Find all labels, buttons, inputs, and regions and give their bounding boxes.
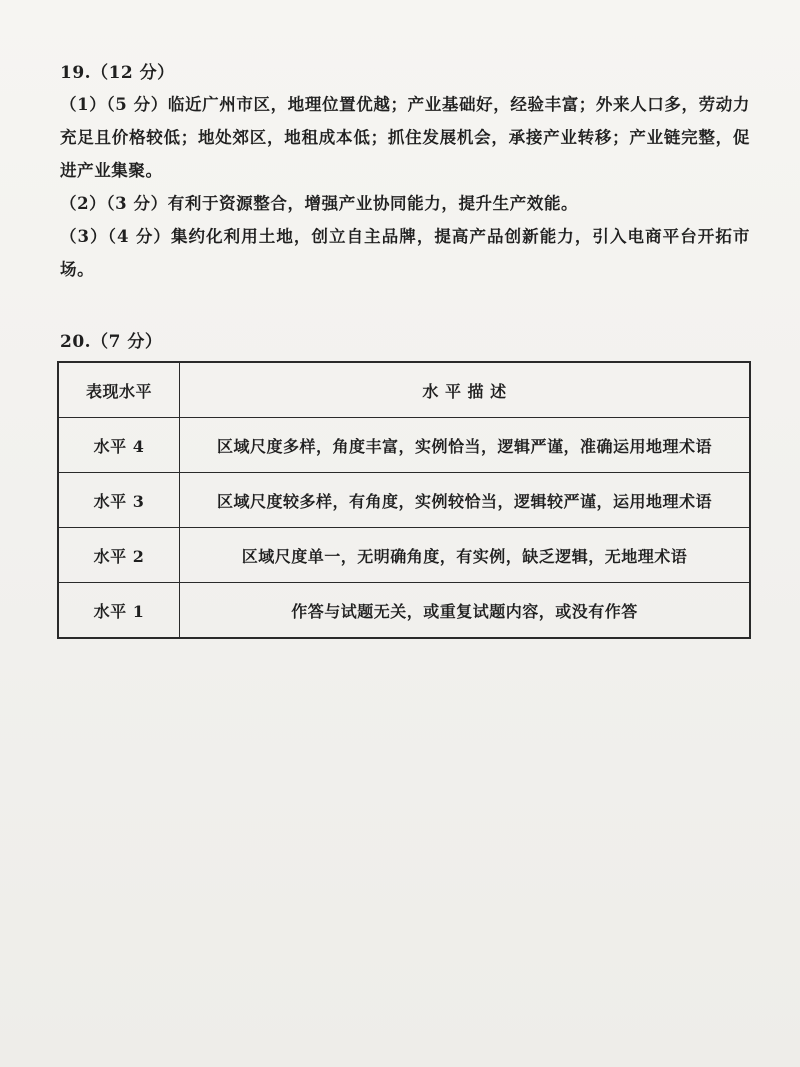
scoring-rubric-table (57, 361, 751, 639)
level-cell: 水平 3 (58, 473, 180, 528)
description-cell: 区域尺度多样，角度丰富，实例恰当，逻辑严谨，准确运用地理术语 (180, 418, 751, 473)
question-19-title: 19.（12 分） (60, 63, 175, 83)
description-cell: 作答与试题无关，或重复试题内容，或没有作答 (180, 583, 751, 639)
level-cell: 水平 1 (58, 583, 180, 639)
table-row (58, 583, 750, 639)
table-row (58, 418, 750, 473)
level-cell: 水平 2 (58, 528, 180, 583)
table-row (58, 473, 750, 528)
level-cell: 水平 4 (58, 418, 180, 473)
answer-19-1: （1）（5 分）临近广州市区，地理位置优越；产业基础好，经验丰富；外来人口多，劳动力充足且价格较低；地处郊区，地租成本低；抓住发展机会，承接产业转移；产业链完整，促进产业集聚。 (60, 95, 750, 180)
description-cell: 区域尺度单一，无明确角度，有实例，缺乏逻辑，无地理术语 (180, 528, 751, 583)
header-description: 水 平 描 述 (180, 362, 751, 418)
table-row (58, 528, 750, 583)
table-header-row (58, 362, 750, 418)
answer-19-3: （3）（4 分）集约化利用土地，创立自主品牌，提高产品创新能力，引入电商平台开拓市场。 (60, 227, 750, 279)
header-level: 表现水平 (58, 362, 180, 418)
question-19 (60, 58, 750, 286)
question-20-title: 20.（7 分） (60, 332, 163, 352)
description-cell: 区域尺度较多样，有角度，实例较恰当，逻辑较严谨，运用地理术语 (180, 473, 751, 528)
answer-19-2: （2）（3 分）有利于资源整合，增强产业协同能力，提升生产效能。 (60, 194, 579, 213)
